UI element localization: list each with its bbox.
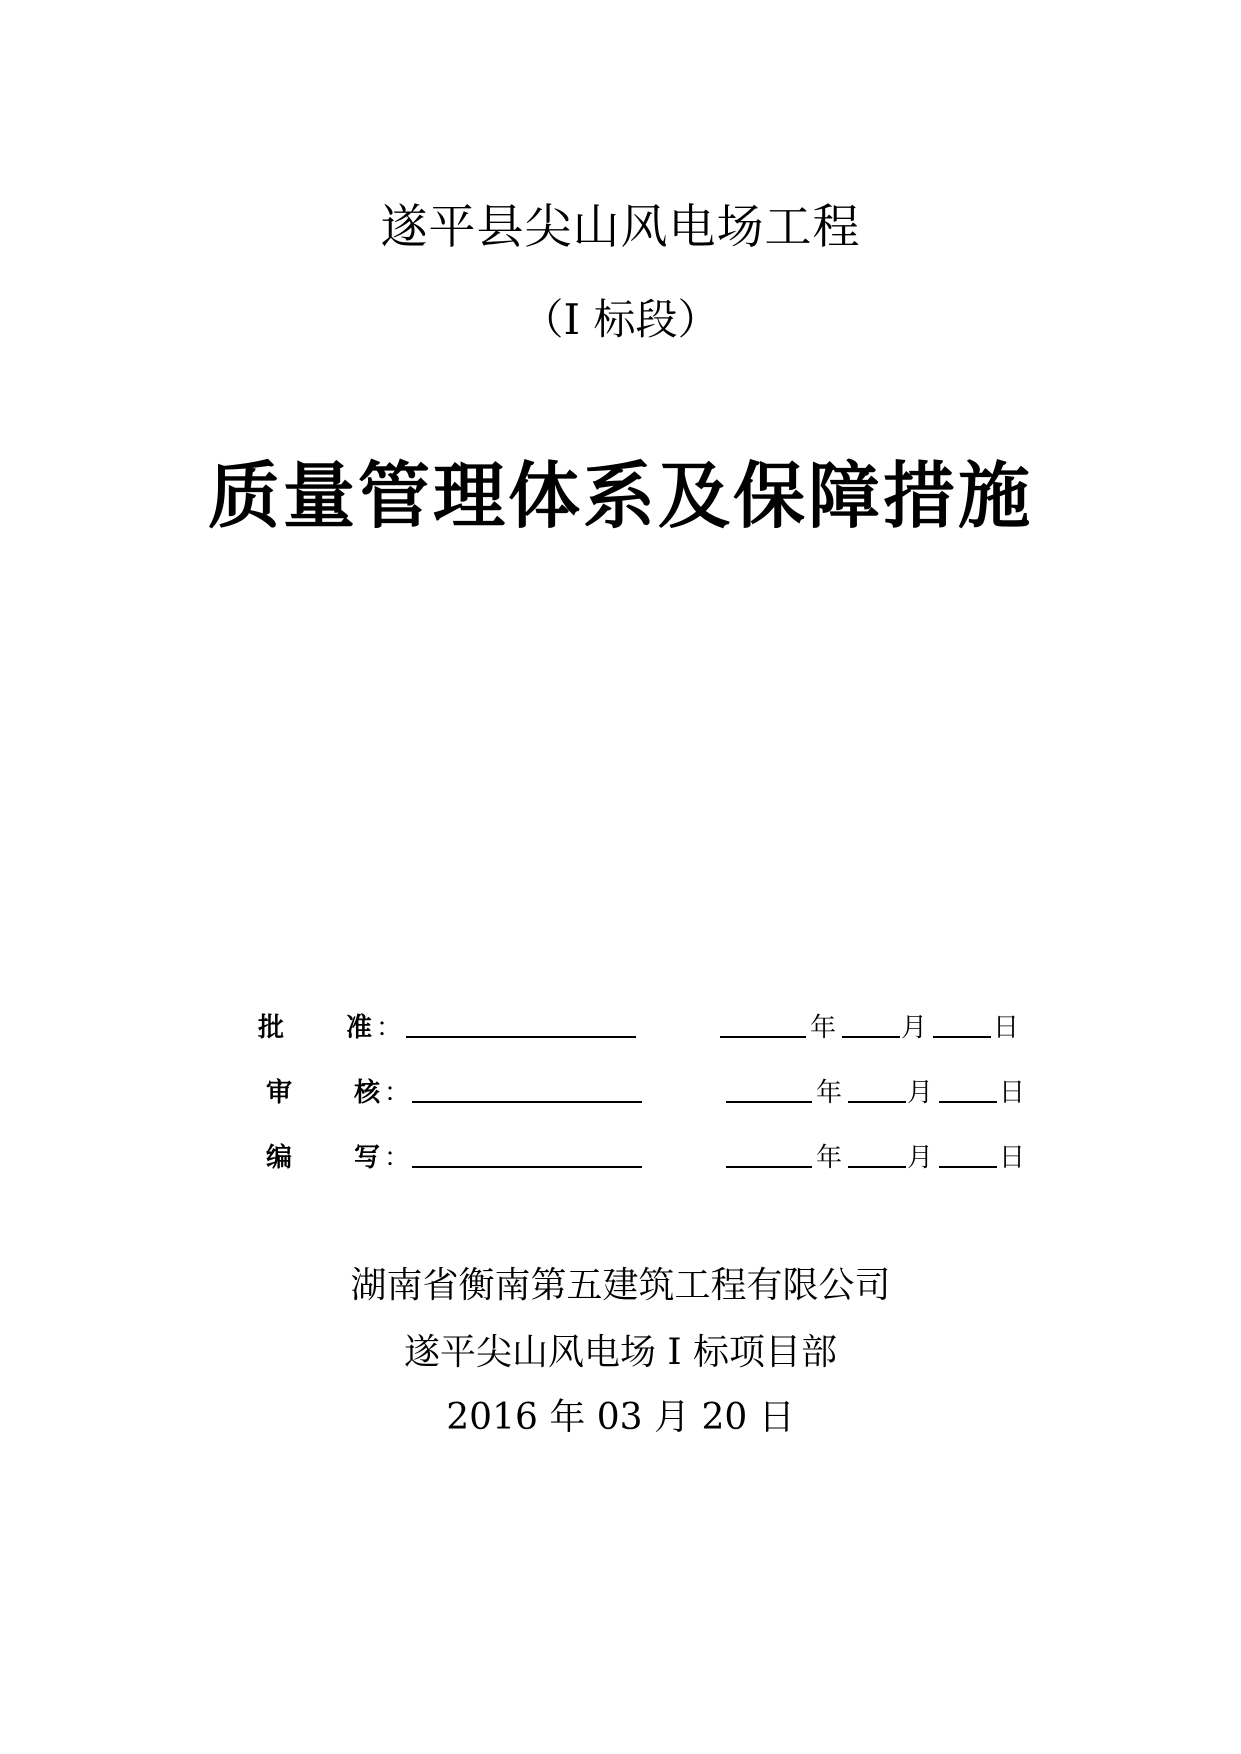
author-name-line <box>412 1138 642 1168</box>
review-day-unit: 日 <box>999 1078 1026 1108</box>
review-day-line <box>939 1073 997 1103</box>
author-year-line <box>726 1138 812 1168</box>
author-year-unit: 年 <box>816 1143 843 1173</box>
document-date: 2016 年 03 月 20 日 <box>446 1397 795 1438</box>
project-title: 遂平县尖山风电场工程 <box>380 200 861 255</box>
review-month-unit: 月 <box>907 1078 934 1108</box>
approve-name-line <box>406 1008 636 1038</box>
company-name: 湖南省衡南第五建筑工程有限公司 <box>350 1265 891 1306</box>
author-month-unit: 月 <box>907 1143 934 1173</box>
approve-month-unit: 月 <box>901 1013 928 1043</box>
review-year-unit: 年 <box>816 1078 843 1108</box>
approve-day-line <box>933 1008 991 1038</box>
review-month-line <box>848 1073 906 1103</box>
signature-row-approve: 批 准 ： 年 月 日 <box>258 1008 1018 1048</box>
approve-month-line <box>842 1008 900 1038</box>
signature-row-author: 编 写 ： 年 月 日 <box>266 1138 1026 1178</box>
review-name-line <box>412 1073 642 1103</box>
review-year-line <box>726 1073 812 1103</box>
author-day-unit: 日 <box>999 1143 1026 1173</box>
approve-year-unit: 年 <box>810 1013 837 1043</box>
approve-year-line <box>720 1008 806 1038</box>
author-month-line <box>848 1138 906 1168</box>
section-label: （I 标段） <box>521 295 720 344</box>
signature-row-review: 审 核 ： 年 月 日 <box>266 1073 1026 1113</box>
document-title: 质量管理体系及保障措施 <box>207 453 1033 538</box>
author-day-line <box>939 1138 997 1168</box>
approve-day-unit: 日 <box>993 1013 1020 1043</box>
project-department: 遂平尖山风电场 I 标项目部 <box>403 1332 838 1373</box>
